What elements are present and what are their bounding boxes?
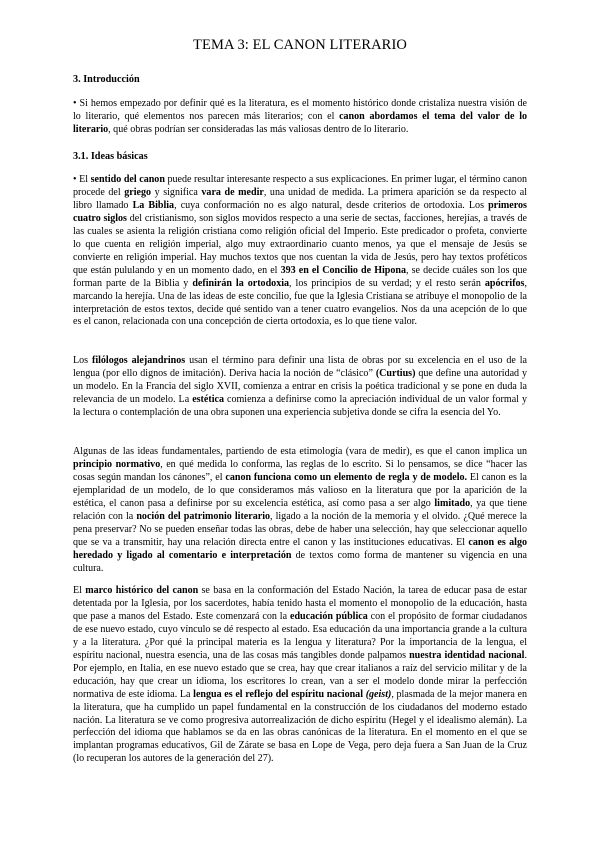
page-title: TEMA 3: EL CANON LITERARIO [193,37,407,53]
p4-text-2: se basa en la conformación del Estado Nación, la tarea de educar pasa de estar detentada por la Iglesia, por los sacerdotes, había tenido hasta el momento el monopolio de la educación, hasta que pase a manos del Estado. Este comenzará con la [73,585,527,622]
p4-bold-3: nuestra identidad nacional [409,649,525,661]
p1-text-4: , una unidad de medida. La primera aparición se da respecto al libro llamado [73,186,527,211]
paragraph-sentido-del-canon [73,174,527,329]
intro-bold-1: canon abordamos el tema del valor de lo literario [73,110,528,135]
p3-bold-5: canon es algo heredado y ligado al comentario e interpretación [73,536,527,561]
p4-italic-geist: (geist) [365,688,392,700]
p3-bold-2: canon funciona como un elemento de regla y de modelo. [225,471,468,483]
p2-bold-3: estética [192,393,224,405]
p2-text-4: comienza a definirse como la apreciación individual de un valor formal y la lectura o contemplación de una obra suponen una experiencia subjetiva donde se cifra la esencia del Yo. [73,393,527,418]
p4-text-1: El [73,585,86,596]
p2-bold-1: filólogos alejandrinos [91,355,186,366]
section-heading-introduccion: 3. Introducción [73,74,140,85]
p2-text-2: usan el término para definir una lista de obras por su excelencia en el uso de la lengua (por ello dignos de imitación). Deriva hacia la noción de “clásico” [73,355,527,379]
paragraph-marco-historico [73,585,527,766]
p1-text-9: , marcando la herejía. Una de las ideas de este concilio, fue que la Iglesia Cristiana se atribuye el monopolio de la interpretación de estos textos, decide qué sentido van a tener cuatro evangelios. Nos da una acepción de lo que es el canon, relacionada con una concepción de cierta ortodoxia, es lo que tiene valor. [73,277,527,328]
intro-paragraph [73,98,527,137]
p4-text-4: . Por ejemplo, en Italia, en ese nuevo estado que se crea, hay que crear italianos a raíz del servicio militar y de la educación, hay que crear un idioma, los escritores lo crean, van a ser el modelo donde mirar la perfección normativa de este idioma. La [73,649,527,700]
p4-text-6: , plasmada de la mejor manera en la literatura, que ha cumplido un papel fundamental en la construcción de los ciudadanos del moderno estado nación. La literatura se ve como progresiva autorrealización de dicho espíritu (Hegel y el idealismo alemán). La perfección del idioma que hablamos se da en las obras canónicas de la literatura. En el momento en el que se implantan programas educativos, Gil de Zárate se basa en Lope de Vega, pero deja fuera a San Juan de la Cruz (lo recuperan los autores de la generación del 27). [73,688,528,765]
section-heading-ideas-basicas: 3.1. Ideas básicas [73,151,148,162]
intro-text-2: , qué obras podrían ser consideradas las más valiosas dentro de lo literario. [108,123,409,135]
p4-text-3: con el propósito de formar ciudadanos de ese nuevo estado, cuyo vínculo se dé respecto al estado. Esa educación da una importancia grande a la cultura y a la literatura. ¿Por qué la principal materia es la lengua y literatura? Por la importancia de la lengua, el espíritu nacional, nuestra esencia, una de las cosas más tangibles donde palpamos [73,610,527,661]
p1-text-3: y significa [151,186,202,198]
p1-bold-4: La Biblia [132,199,175,211]
p4-bold-4: lengua es el reflejo del espíritu nacional [193,688,364,700]
p1-bold-1: sentido del canon [90,174,165,185]
p4-bold-2: educación pública [289,610,368,622]
p1-text-6: del cristianismo, son siglos movidos respecto a una serie de sectas, facciones, herejías, a través de las cuales se asienta la religión cristiana como religión oficial del Imperio. Este predicador o profeta, convierte lo que cuenta en religión imperial, algo muy extraordinario cuanto menos, ya que el mensaje de Jesús se convierte en religión imperial. Hay muchos textos que nos cuentan la vida de Jesús, pero hay textos proféticos que están pululando y en un momento dado, en el [73,212,527,276]
paragraph-filologos-alejandrinos [73,355,527,420]
p3-text-5: , ligado a la noción de la memoria y el olvido. ¿Qué merece la pena preservar? No se pueden enseñar todas las obras, debe de haber una selección, hay que seleccionar aquello que se va a transmitir, hay una relación directa entre el canon y las instituciones educativas. El [73,510,527,548]
p3-text-2: , en qué medida lo conforma, las reglas de lo escrito. Si lo pensamos, se dice “hacer las cosas según mandan los cánones”, el [73,458,527,483]
p1-bold-3: vara de medir [201,186,264,198]
p1-bold-2: griego [124,186,152,198]
paragraph-principio-normativo [73,446,527,576]
p2-text-1: Los [73,355,92,366]
intro-text-1: • Si hemos empezado por definir qué es la literatura, es el momento histórico donde cristaliza nuestra visión de lo literario, qué elementos nos parecen más literarios; con el [73,98,527,122]
p1-text-7: , se decide cuáles son los que forman parte de la Biblia y [73,264,527,289]
p3-text-3: El canon es la ejemplaridad de un modelo, de lo que consideramos más valioso en la literatura que por la aparición de la estética, el canon pasa a definirse por su excelencia estética, así como pasa a ser algo [73,471,527,509]
p2-bold-2: (Curtius) [375,367,416,379]
p3-text-4: , ya que tiene relación con la [73,497,528,522]
p1-text-2: puede resultar interesante respecto a sus explicaciones. En primer lugar, el término canon procede del [73,174,527,198]
p4-bold-1: marco histórico del canon [85,585,199,596]
p1-text-5: , cuya conformación no es algo natural, desde criterios de ortodoxia. Los [174,199,489,211]
p1-bold-5: primeros cuatro siglos [73,199,527,224]
p1-bold-7: definirán la ortodoxia [192,277,290,289]
p1-bold-8: apócrifos [484,277,525,289]
p3-bold-4: noción del patrimonio literario [136,510,271,522]
p3-bold-3: limitado [434,497,471,509]
p3-text-6: de textos como forma de mantener su vigencia en una cultura. [73,549,527,574]
p1-text-1: • El [73,174,91,185]
p3-bold-1: principio normativo [73,458,161,470]
p3-text-1: Algunas de las ideas fundamentales, partiendo de esta etimología (vara de medir), es que el canon implica un [73,446,527,457]
p1-text-8: , los principios de su verdad; y el resto serán [289,277,485,289]
p1-bold-6: 393 en el Concilio de Hipona [280,264,407,276]
p2-text-3: que define una autoridad y un modelo. En la Francia del siglo XVII, comienza a entrar en crisis la poética tradicional y se pone en duda la relevancia de un modelo. La [73,367,527,405]
